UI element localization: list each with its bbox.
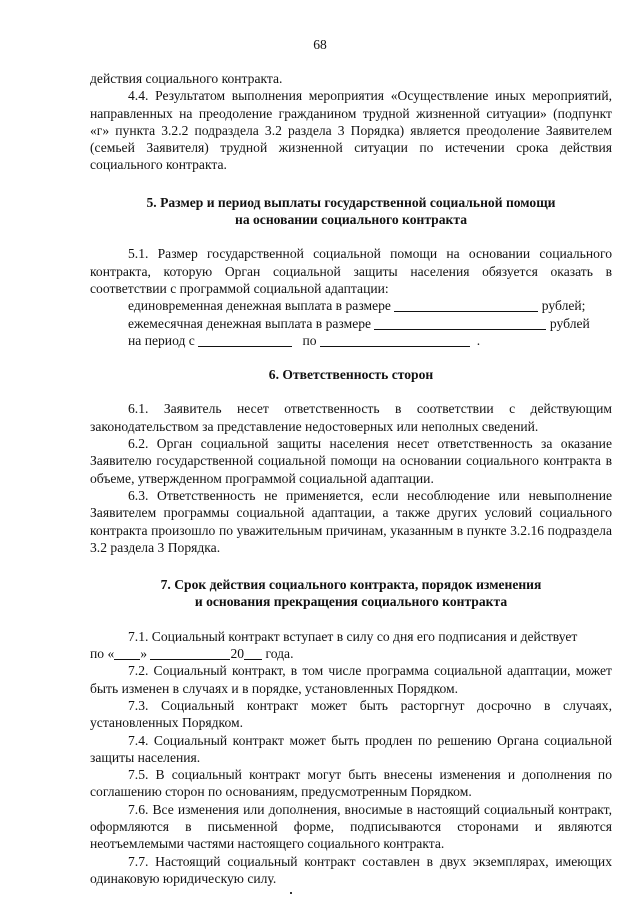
monthly-unit: рублей — [549, 315, 590, 331]
month-blank[interactable] — [150, 646, 230, 660]
paragraph-5-1: 5.1. Размер государственной социальной помощи на основании социального контракта, которую Орган социальной защиты населения обязуется оказать в соответствии с программой социальной адаптации: — [90, 246, 612, 296]
year-blank[interactable] — [244, 646, 262, 660]
day-blank[interactable] — [114, 646, 140, 660]
lump-sum-unit: рублей; — [541, 298, 586, 314]
period-from-blank[interactable] — [198, 333, 292, 347]
paragraph-6-2: 6.2. Орган социальной защиты населения несет ответственность за оказание Заявителю государственной социальной помощи на основании социального контракта в объеме, утвержденном программой социальной адаптации. — [90, 436, 612, 486]
paragraph-7-2: 7.2. Социальный контракт, в том числе программа социальной адаптации, может быть изменен в случаях и в порядке, установленных Порядком. — [90, 663, 612, 696]
period-from-label: на период с — [128, 332, 195, 348]
paragraph-7-3: 7.3. Социальный контракт может быть расторгнут досрочно в случаях, установленных Порядком. — [90, 697, 612, 731]
monthly-row — [90, 315, 612, 332]
period-to-blank[interactable] — [320, 333, 470, 347]
lump-sum-blank[interactable] — [394, 298, 538, 312]
paragraph-7-5: 7.5. В социальный контракт могут быть внесены изменения и дополнения по соглашению сторон по основаниям, предусмотренным Порядком. — [90, 767, 612, 800]
paragraph-7-4: 7.4. Социальный контракт может быть продлен по решению Органа социальной защиты населения. — [90, 732, 612, 765]
section-5-heading-line1: 5. Размер и период выплаты государственной социальной помощи — [146, 194, 556, 210]
year-suffix: года. — [265, 646, 294, 662]
paragraph-7-7: 7.7. Настоящий социальный контракт составлен в двух экземплярах, имеющих одинаковую юридическую силу. — [90, 853, 612, 886]
scan-artifact-dot — [290, 892, 292, 894]
paragraph-4-4: 4.4. Результатом выполнения мероприятия «Осуществление иных мероприятий, направленных на преодоление гражданином трудной жизненной ситуации» (подпункт «г» пункта 3.2.2 подраздела 3.2 раздела 3 Порядка) является преодоление Заявителем (семьей Заявителя) трудной жизненной ситуации по истечении срока действия социального контракта. — [90, 88, 612, 173]
paragraph-6-1: 6.1. Заявитель несет ответственность в соответствии с действующим законодательством за представление недостоверных или неполных сведений. — [90, 401, 612, 434]
section-6-heading: 6. Ответственность сторон — [268, 367, 434, 383]
period-end: . — [476, 332, 481, 348]
period-to-label: по — [302, 332, 317, 348]
monthly-label: ежемесячная денежная выплата в размере — [128, 315, 372, 331]
date-mid: » — [140, 646, 148, 662]
paragraph-7-1: 7.1. Социальный контракт вступает в силу со дня его подписания и действует — [128, 628, 578, 644]
section-7-heading-line1: 7. Срок действия социального контракта, порядок изменения — [160, 577, 542, 593]
date-row — [90, 645, 612, 662]
date-prefix: по « — [90, 646, 115, 662]
document-body — [90, 70, 612, 887]
continued-text: действия социального контракта. — [90, 71, 283, 86]
section-7-heading-line2: и основания прекращения социального контракта — [194, 594, 508, 610]
section-5-heading-line2: на основании социального контракта — [234, 212, 468, 228]
lump-sum-row — [90, 297, 612, 314]
year-prefix: 20 — [230, 646, 245, 662]
period-row — [90, 332, 612, 349]
lump-sum-label: единовременная денежная выплата в размере — [128, 298, 391, 314]
monthly-blank[interactable] — [374, 316, 546, 330]
page-number: 68 — [313, 37, 327, 52]
paragraph-7-6: 7.6. Все изменения или дополнения, вносимые в настоящий социальный контракт, оформляются в письменной форме, подписываются сторонами и являются неотъемлемыми частями настоящего социального контракта. — [90, 801, 612, 852]
paragraph-6-3: 6.3. Ответственность не применяется, если несоблюдение или невыполнение Заявителем программы социальной адаптации, а также других условий социального контракта произошло по уважительным причинам, указанным в пункте 3.2.16 подраздела 3.2 раздела 3 Порядка. — [90, 487, 612, 555]
